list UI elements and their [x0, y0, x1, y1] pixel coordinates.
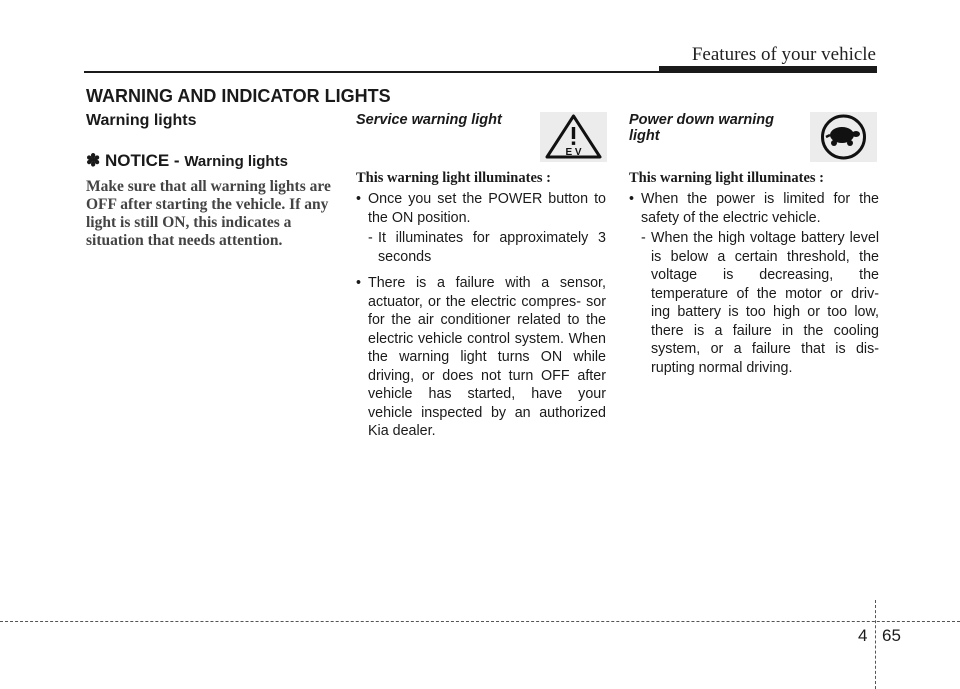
- section-title: WARNING AND INDICATOR LIGHTS: [86, 86, 391, 106]
- notice-subtitle: Warning lights: [184, 153, 288, 170]
- footer-divider: [875, 600, 876, 689]
- power-down-intro: This warning light illuminates :: [629, 170, 824, 186]
- running-header: Features of your vehicle: [691, 44, 876, 65]
- footer-rule: [0, 621, 960, 622]
- svg-text:E V: E V: [565, 147, 582, 158]
- power-down-bullets: [629, 190, 879, 385]
- chapter-number: 4: [858, 626, 868, 645]
- service-intro: This warning light illuminates :: [356, 170, 551, 186]
- list-item: • There is a failure with a sensor, actuator, or the electric compres- sor for the air conditioner related to the electric vehicle control system. When the warning light turns ON while driving, or does not turn OFF after vehicle has started, have your vehicle inspected by an authorized Kia dealer.: [356, 274, 606, 441]
- power-down-title: Power down warning light: [629, 112, 775, 144]
- notice-heading: [86, 151, 336, 172]
- list-item: • When the power is limited for the safety of the electric vehicle. - When the high voltage battery level is below a certain threshold, the voltage is decreasing, the temperature of the motor or driv- ing battery is too high or too low, there is a failure in the cooling system, or a failure that is dis- rupting normal driving.: [629, 190, 879, 377]
- sub-list-item: - When the high voltage battery level is below a certain threshold, the voltage is decreasing, the temperature of the motor or driv- ing battery is too high or too low, there is a failure in the cooling system, or a failure that is dis- rupting normal driving.: [641, 230, 879, 376]
- sub-list-item: - It illuminates for approximately 3 seconds: [368, 230, 606, 265]
- notice-prefix: ✽ NOTICE -: [86, 151, 185, 170]
- list-item: • Once you set the POWER button to the ON position. - It illuminates for approximately 3 seconds: [356, 190, 606, 266]
- warning-lights-heading: Warning lights: [86, 112, 197, 129]
- ev-service-warning-icon: [540, 112, 607, 162]
- warning-lights-column: [86, 112, 336, 250]
- page-number: 65: [882, 626, 901, 645]
- notice-body: Make sure that all warning lights are OFF after starting the vehicle. If any light is still ON, this indicates a situation that needs attention.: [86, 178, 331, 249]
- service-warning-title: Service warning light: [356, 112, 502, 128]
- service-bullets: [356, 190, 606, 449]
- turtle-icon: [810, 112, 877, 162]
- header-rule: [84, 71, 659, 73]
- header-rule-thick: [659, 66, 877, 73]
